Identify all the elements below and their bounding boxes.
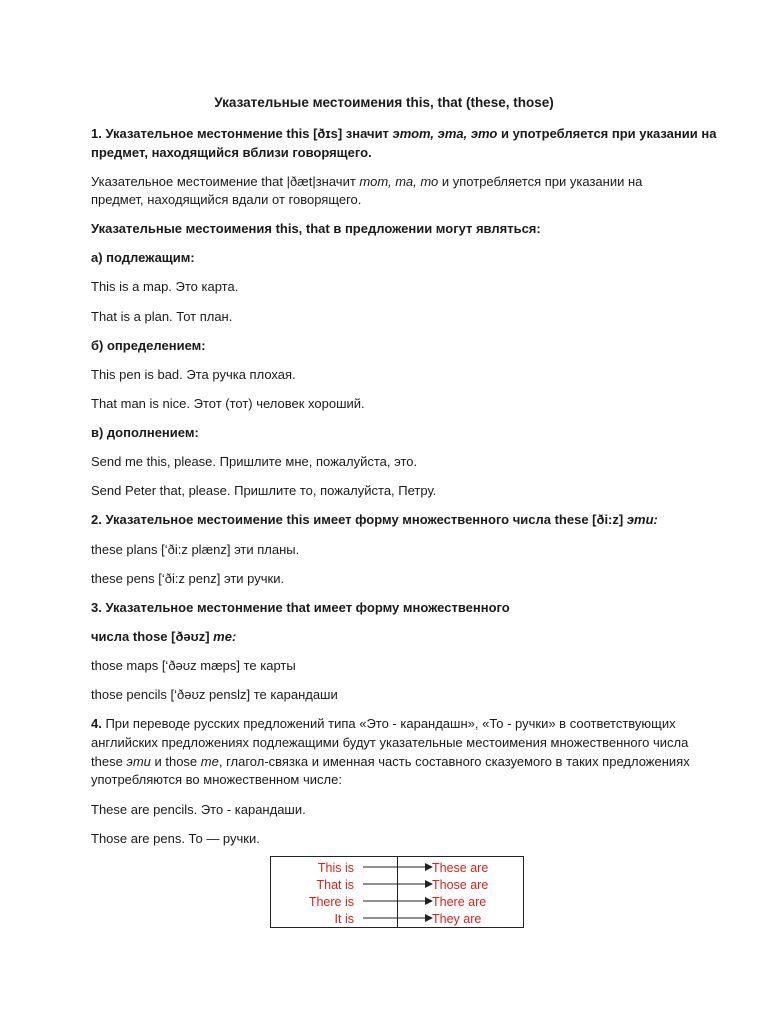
para-1-text-cont: и употребляется при указании на	[497, 126, 717, 141]
singular-form: There is	[308, 895, 354, 909]
para-2-line-2: предмет, находящийся вдали от говорящего.	[91, 192, 362, 207]
para-plural-those-line-2	[91, 628, 691, 646]
para-4-line-4: употребляются во множественном числе:	[91, 772, 342, 787]
plural-form: There are	[432, 895, 487, 909]
table-row	[271, 910, 525, 927]
example-g2: Those are pens. То — ручки.	[91, 831, 260, 846]
example-c1: Send me this, please. Пришлите мне, пожалуйста, это.	[91, 454, 418, 469]
para-4-te: me	[200, 754, 219, 769]
example-e1: these plans [‘ði:z plænz] эти планы.	[91, 542, 300, 557]
para-4-text: При переводе русских предложений типа «Это - карандашн», «То - ручки» в соответствующих	[101, 716, 676, 731]
section-c-heading: в) дополнением:	[91, 425, 199, 440]
plural-form: Those are	[432, 878, 489, 892]
arrow-right-icon	[363, 896, 433, 906]
para-2-text: Указательное местоимение that |ðæt|значит	[91, 174, 360, 189]
para-plural-these	[91, 511, 691, 529]
para-4-line-2: английских предложениях подлежащими будут указательные местоимения множественного числа	[91, 735, 689, 750]
para-4-text-cont: , глагол-связка и именная часть составного сказуемого в таких предложениях	[218, 754, 690, 769]
arrow-right-icon	[363, 913, 433, 923]
table-row	[271, 859, 525, 876]
singular-form: This is	[317, 861, 354, 875]
example-f2: those pencils [‘ðəʊz penslz] те карандаши	[91, 687, 338, 702]
plural-form: These are	[432, 861, 489, 875]
singular-form: It is	[334, 912, 354, 926]
example-f1: those maps [‘ðəʊz mæps] те карты	[91, 658, 296, 673]
para-plural-those-italic: me:	[213, 629, 237, 644]
arrow-right-icon	[363, 879, 433, 889]
para-2-italic: тот, та, то	[359, 174, 439, 189]
singular-form: That is	[316, 878, 354, 892]
para-1-italic: этот, эта, это	[392, 126, 498, 141]
para-4-these: these	[91, 754, 127, 769]
example-c2: Send Peter that, please. Пришлите то, пожалуйста, Петру.	[91, 483, 437, 498]
section-a-heading: а) подлежащим:	[91, 250, 195, 265]
example-b2: That man is nice. Этот (тот) человек хороший.	[91, 396, 365, 411]
para-plural-those-line-1: 3. Указательное местонмение that имеет форму множественного	[91, 600, 510, 615]
para-4-and-those: и those	[150, 754, 201, 769]
para-3: Указательные местоимения this, that в предложении могут являться:	[91, 221, 541, 236]
para-2-line-1	[91, 173, 691, 191]
para-plural-those-text: числа those [ðəʊz]	[91, 629, 214, 644]
para-1-line-1	[91, 125, 717, 143]
example-b1: This pen is bad. Эта ручка плохая.	[91, 367, 296, 382]
example-a1: This is a map. Это карта.	[91, 279, 239, 294]
plural-form: They are	[432, 912, 482, 926]
para-2-text-cont: и употребляется при указании на	[438, 174, 643, 189]
example-e2: these pens [‘ði:z penz] эти ручки.	[91, 571, 285, 586]
para-plural-these-text: 2. Указательное местоимение this имеет форму множественного числа these [ði:z]	[91, 512, 627, 527]
example-g1: These are pencils. Это - карандаши.	[91, 802, 306, 817]
para-1-line-2: предмет, находящийся вблизи говорящего.	[91, 145, 372, 160]
singular-plural-table	[270, 856, 524, 928]
para-plural-these-italic: эти:	[626, 512, 658, 527]
section-b-heading: б) определением:	[91, 338, 206, 353]
page-title: Указательные местоимения this, that (these, those)	[214, 95, 554, 110]
table-row	[271, 876, 525, 893]
arrow-right-icon	[363, 862, 433, 872]
table-row	[271, 893, 525, 910]
para-4-line-1	[91, 715, 691, 733]
example-a2: That is a plan. Тот план.	[91, 309, 233, 324]
para-4-line-3	[91, 753, 691, 771]
para-1-text: 1. Указательное местонмение this [ðɪs] значит	[91, 126, 393, 141]
para-4-eti: эти	[126, 754, 151, 769]
para-4-number: 4.	[91, 716, 102, 731]
